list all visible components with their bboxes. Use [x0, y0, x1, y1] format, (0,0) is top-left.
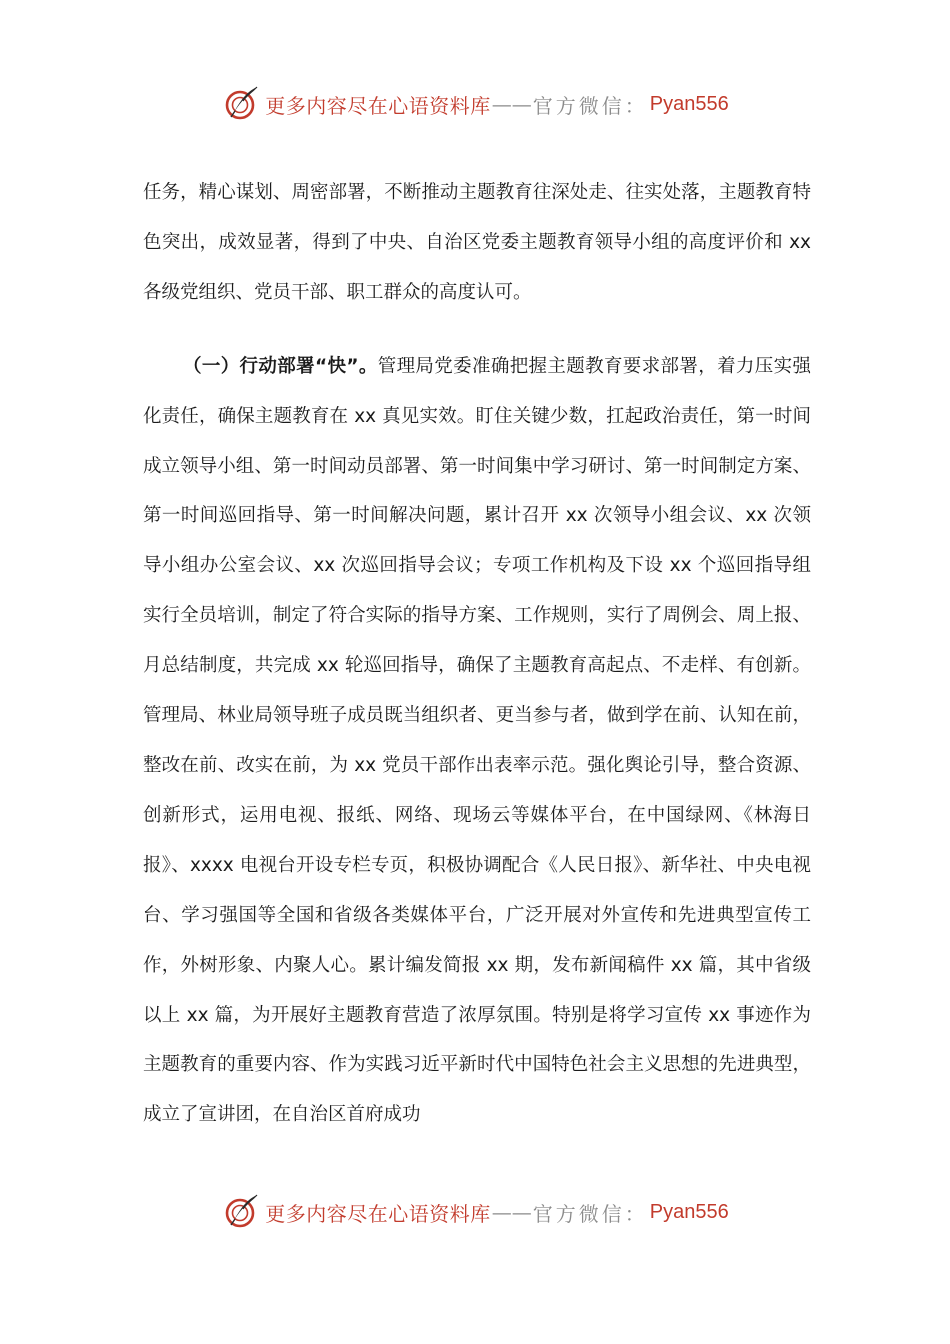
header-banner	[0, 82, 950, 126]
section-heading: （一）行动部署“快”。	[183, 355, 378, 377]
banner-separator: ——	[491, 1200, 532, 1224]
paragraph	[143, 342, 811, 1141]
banner-wechat-id: Pyan556	[649, 92, 729, 115]
banner-wechat-label: 官方微信：	[532, 1201, 648, 1226]
banner-wechat-label: 官方微信：	[532, 93, 648, 118]
banner-text: 更多内容尽在心语资料库	[265, 1201, 491, 1226]
banner-text: 更多内容尽在心语资料库	[265, 93, 491, 118]
paragraph-text: 管理局党委准确把握主题教育要求部署，着力压实强化责任，确保主题教育在 xx 真见实效。盯住关键少数，扛起政治责任，第一时间成立领导小组、第一时间动员部署、第一时间集中学习研讨、第一时间制定方案、第一时间巡回指导、第一时间解决问题，累计召开 xx 次领导小组会议、xx 次领导小组办公室会议、xx 次巡回指导会议；专项工作机构及下设 xx 个巡回指导组实行全员培训，制定了符合实际的指导方案、工作规则，实行了周例会、周上报、月总结制度，共完成 xx 轮巡回指导，确保了主题教育高起点、不走样、有创新。管理局、林业局领导班子成员既当组织者、更当参与者，做到学在前、认知在前，整改在前、改实在前，为 xx 党员干部作出表率示范。强化舆论引导，整合资源、创新形式，运用电视、报纸、网络、现场云等媒体平台，在中国绿网、《林海日报》、xxxx 电视台开设专栏专页，积极协调配合《人民日报》、新华社、中央电视台、学习强国等全国和省级各类媒体平台，广泛开展对外宣传和先进典型宣传工作，外树形象、内聚人心。累计编发简报 xx 期，发布新闻稿件 xx 篇，其中省级以上 xx 篇，为开展好主题教育营造了浓厚氛围。特别是将学习宣传 xx 事迹作为主题教育的重要内容、作为实践习近平新时代中国特色社会主义思想的先进典型，成立了宣讲团，在自治区首府成功	[143, 355, 811, 1126]
banner-separator: ——	[491, 92, 532, 116]
banner-wechat-id: Pyan556	[649, 1200, 729, 1223]
quill-logo-icon	[221, 1192, 261, 1232]
document-body	[143, 168, 811, 1140]
quill-logo-icon	[221, 84, 261, 124]
footer-banner	[0, 1190, 950, 1234]
paragraph: 任务，精心谋划、周密部署，不断推动主题教育往深处走、往实处落，主题教育特色突出，成效显著，得到了中央、自治区党委主题教育领导小组的高度评价和 xx 各级党组织、党员干部、职工群众的高度认可。	[143, 182, 811, 303]
